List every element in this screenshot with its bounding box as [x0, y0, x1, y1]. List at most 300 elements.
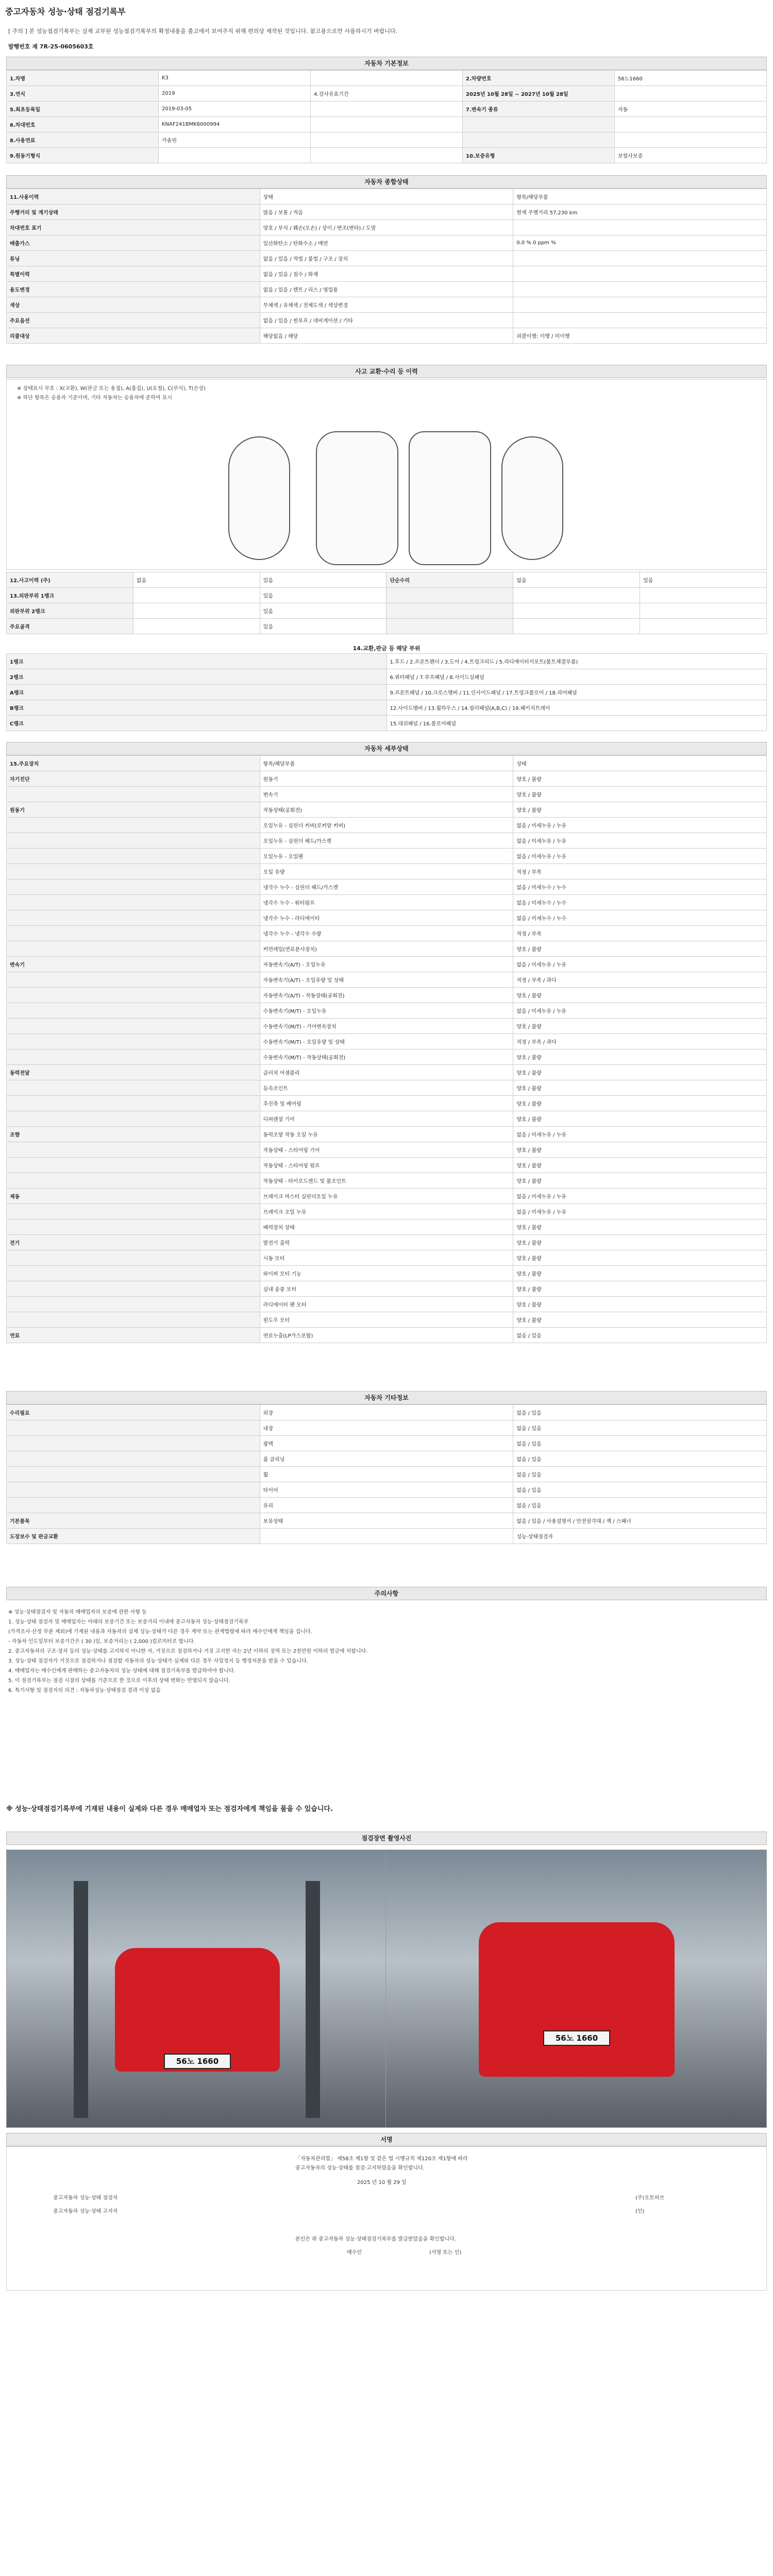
detail-state-cell: 없음 / 미세누유 / 누유 — [513, 1189, 767, 1204]
detail-state-cell: 적정 / 부족 — [513, 926, 767, 941]
detail-state-cell: 없음 / 미세누유 / 누유 — [513, 833, 767, 849]
basic-info-cell — [615, 117, 767, 132]
other-info-cell: 성능·상태점검자 — [513, 1529, 767, 1544]
overall-state-row — [7, 189, 767, 205]
detail-state-cell: 디퍼렌셜 기어 — [260, 1111, 513, 1127]
detail-state-row — [7, 756, 767, 771]
other-info-cell: 내장 — [260, 1420, 513, 1436]
detail-state-cell: 전기 — [7, 1235, 260, 1250]
overall-state-cell: 일산화탄소 / 탄화수소 / 매연 — [260, 235, 513, 251]
accident-cell — [386, 619, 513, 634]
detail-state-cell: 작동상태(공회전) — [260, 802, 513, 818]
license-plate: 56노 1660 — [164, 2054, 231, 2069]
detail-state-cell — [7, 1281, 260, 1297]
overall-state-cell: 튜닝 — [7, 251, 260, 266]
detail-state-cell: 냉각수 누수 - 실린더 헤드/가스켓 — [260, 879, 513, 895]
parts-cell: 15.대쉬패널 / 16.플로어패널 — [386, 716, 767, 731]
basic-info-cell — [463, 132, 615, 148]
basic-info-cell: 보험사보증 — [615, 148, 767, 163]
detail-state-cell: 양호 / 불량 — [513, 1281, 767, 1297]
overall-state-cell: 무채색 / 유채색 / 전체도색 / 색상변경 — [260, 297, 513, 313]
overall-state-row — [7, 235, 767, 251]
detail-state-row — [7, 1219, 767, 1235]
notice-item: 2. 중고자동차의 구조·장치 등의 성능·상태를 고지하지 아니한 자, 거짓으로 점검하거나 거짓 고지한 자는 2년 이하의 징역 또는 2천만원 이하의 벌금에 처합니다. — [8, 1649, 368, 1654]
parts-cell: 1.후드 / 2.프론트펜더 / 3.도어 / 4.트렁크리드 / 5.라디에이터서포트(볼트체결부품) — [386, 654, 767, 669]
detail-state-row — [7, 1096, 767, 1111]
overall-state-cell: 없음 / 있음 / 침수 / 화재 — [260, 266, 513, 282]
accident-cell — [386, 588, 513, 603]
overall-state-cell: 상태 — [260, 189, 513, 205]
detail-state-row — [7, 926, 767, 941]
other-info-cell: 없음 / 있음 — [513, 1420, 767, 1436]
overall-state-table — [6, 189, 767, 344]
detail-state-cell: 동력전달 — [7, 1065, 260, 1080]
other-info-cell — [7, 1451, 260, 1467]
basic-info-cell — [311, 132, 463, 148]
basic-info-cell: 2025년 10월 28일 ~ 2027년 10월 28일 — [463, 86, 615, 101]
other-info-row — [7, 1482, 767, 1498]
detail-state-row — [7, 787, 767, 802]
overall-state-cell: 리콜대상 — [7, 328, 260, 344]
basic-info-cell: 10.보증유형 — [463, 148, 615, 163]
detail-state-cell: 작동상태 - 타이로드엔드 및 볼조인트 — [260, 1173, 513, 1189]
detail-state-cell: 양호 / 불량 — [513, 1142, 767, 1158]
overall-state-row — [7, 313, 767, 328]
detail-state-cell: 연료누출(LP가스포함) — [260, 1328, 513, 1343]
inspection-photo-front — [6, 1850, 388, 2128]
detail-state-row — [7, 1312, 767, 1328]
detail-state-cell: 양호 / 불량 — [513, 787, 767, 802]
accident-cell: 단순수리 — [386, 572, 513, 588]
detail-state-cell — [7, 787, 260, 802]
accident-cell: 있음 — [640, 572, 767, 588]
detail-state-cell: 수동변속기(M/T) - 작동상태(공회전) — [260, 1049, 513, 1065]
car-frame-outline — [409, 431, 491, 565]
other-info-cell: 휠 — [260, 1467, 513, 1482]
inspector-label: 중고자동차 성능·상태 점검자 — [53, 2195, 118, 2201]
basic-info-table — [6, 70, 767, 163]
section-photos: 점검장면 촬영사진 — [6, 1832, 767, 1845]
detail-state-row — [7, 1111, 767, 1127]
detail-state-cell: 상태 — [513, 756, 767, 771]
accident-cell — [640, 588, 767, 603]
detail-state-cell: 항목/해당부품 — [260, 756, 513, 771]
detail-state-cell: 양호 / 불량 — [513, 1111, 767, 1127]
overall-state-cell: 배출가스 — [7, 235, 260, 251]
notice-list — [8, 1607, 765, 1696]
detail-state-cell — [7, 1173, 260, 1189]
detail-state-cell — [7, 941, 260, 957]
basic-info-row — [7, 86, 767, 101]
other-info-row — [7, 1467, 767, 1482]
overall-state-cell — [513, 313, 767, 328]
other-info-cell: 없음 / 있음 — [513, 1436, 767, 1451]
basic-info-cell — [159, 148, 311, 163]
inspection-photo-rear — [385, 1850, 767, 2128]
section-sign: 서명 — [6, 2133, 767, 2146]
detail-state-cell — [7, 1080, 260, 1096]
accident-row — [7, 603, 767, 619]
red-car-image — [479, 1922, 675, 2077]
overall-state-cell: 색상 — [7, 297, 260, 313]
overall-state-cell: 현재 주행거리 57,230 km — [513, 205, 767, 220]
detail-state-cell — [7, 895, 260, 910]
other-info-cell: 도장보수 및 판금교환 — [7, 1529, 260, 1544]
detail-state-row — [7, 1158, 767, 1173]
overall-state-cell: 용도변경 — [7, 282, 260, 297]
section-overall-state: 자동차 종합상태 — [6, 175, 767, 189]
detail-state-cell: 오일누유 - 오일팬 — [260, 849, 513, 864]
overall-state-cell: 없음 / 있음 / 렌트 / 리스 / 영업용 — [260, 282, 513, 297]
parts-row — [7, 700, 767, 716]
detail-state-cell: 없음 / 미세누유 / 누유 — [513, 1204, 767, 1219]
document-number: 발행번호 제 7R-25-0605603호 — [8, 43, 94, 50]
accident-cell: 13.외판부위 1랭크 — [7, 588, 133, 603]
other-info-cell — [7, 1436, 260, 1451]
detail-state-row — [7, 849, 767, 864]
overall-state-row — [7, 266, 767, 282]
basic-info-cell: KNAF241BMK6000994 — [159, 117, 311, 132]
other-info-row — [7, 1513, 767, 1529]
car-left-side-outline — [228, 436, 290, 560]
detail-state-cell — [7, 1312, 260, 1328]
basic-info-cell: 자동 — [615, 101, 767, 117]
detail-state-cell: 냉각수 누수 - 라디에이터 — [260, 910, 513, 926]
accident-cell — [386, 603, 513, 619]
accident-cell: 주요골격 — [7, 619, 133, 634]
page-title: 중고자동차 성능·상태 점검기록부 — [5, 7, 126, 16]
parts-cell: 6.쿼터패널 / 7.루프패널 / 8.사이드실패널 — [386, 669, 767, 685]
detail-state-row — [7, 1250, 767, 1266]
detail-state-cell: 양호 / 불량 — [513, 1250, 767, 1266]
overall-state-cell — [513, 251, 767, 266]
section-other-info: 자동차 기타정보 — [6, 1391, 767, 1404]
detail-state-cell: 양호 / 불량 — [513, 1019, 767, 1034]
detail-state-cell: 적정 / 부족 / 과다 — [513, 972, 767, 988]
detail-state-cell: 추진축 및 베어링 — [260, 1096, 513, 1111]
notice-item: 6. 특기사항 및 점검자의 의견 : 자동차성능·상태점검 결과 이상 없음 — [8, 1688, 161, 1693]
detail-state-cell: 변속기 — [260, 787, 513, 802]
detail-state-cell: 변속기 — [7, 957, 260, 972]
notice-warning: ※ 성능·상태점검기록부에 기재된 내용이 실제와 다른 경우 매매업자 또는 점검자에게 책임을 물을 수 있습니다. — [6, 1805, 333, 1813]
detail-state-cell: 15.주요장치 — [7, 756, 260, 771]
section-accident-history: 사고 교환·수리 등 이력 — [6, 365, 767, 378]
overall-state-cell — [513, 266, 767, 282]
detail-state-cell: 와이퍼 모터 기능 — [260, 1266, 513, 1281]
basic-info-cell: 7.변속기 종류 — [463, 101, 615, 117]
basic-info-cell: 1.차명 — [7, 71, 159, 86]
basic-info-cell — [311, 71, 463, 86]
detail-state-cell — [7, 1297, 260, 1312]
detail-state-cell: 시동 모터 — [260, 1250, 513, 1266]
detail-state-row — [7, 802, 767, 818]
other-info-cell: 없음 / 있음 — [513, 1498, 767, 1513]
accident-table — [6, 572, 767, 634]
other-info-row — [7, 1529, 767, 1544]
accident-row — [7, 619, 767, 634]
detail-state-cell — [7, 1111, 260, 1127]
basic-info-row — [7, 71, 767, 86]
detail-state-cell — [7, 1158, 260, 1173]
overall-state-cell: 주행거리 및 계기상태 — [7, 205, 260, 220]
detail-state-cell: 제동 — [7, 1189, 260, 1204]
other-info-cell — [7, 1498, 260, 1513]
detail-state-cell: 수동변속기(M/T) - 오일누유 — [260, 1003, 513, 1019]
basic-info-cell — [311, 117, 463, 132]
accident-cell: 있음 — [260, 603, 386, 619]
accident-cell: 외판부위 2랭크 — [7, 603, 133, 619]
detail-state-row — [7, 771, 767, 787]
parts-row — [7, 716, 767, 731]
detail-state-row — [7, 1189, 767, 1204]
detail-state-row — [7, 1297, 767, 1312]
other-info-row — [7, 1420, 767, 1436]
basic-info-cell: 가솔린 — [159, 132, 311, 148]
accident-cell: 있음 — [260, 588, 386, 603]
accident-cell — [133, 603, 260, 619]
overall-state-cell — [513, 282, 767, 297]
detail-state-cell — [7, 1204, 260, 1219]
diagram-legend: ※ 상태표시 부호 : X(교환), W(판금 또는 용접), A(흠집), U(요철), C(부식), T(손상) — [17, 386, 206, 392]
basic-info-row — [7, 101, 767, 117]
overall-state-cell: 리콜이행: 이행 / 미이행 — [513, 328, 767, 344]
detail-state-cell: 자동변속기(A/T) - 작동상태(공회전) — [260, 988, 513, 1003]
buyer-label: 매수인 — [347, 2250, 362, 2256]
detail-state-cell: 없음 / 미세누유 / 누유 — [513, 849, 767, 864]
detail-state-cell: 양호 / 불량 — [513, 1266, 767, 1281]
detail-state-cell — [7, 1049, 260, 1065]
other-info-cell: 수리필요 — [7, 1405, 260, 1420]
notice-item: (가격조사·산정 부분 제외)에 기재된 내용과 자동차의 실제 성능·상태가 다른 경우 계약 또는 관계법령에 따라 매수인에게 책임을 집니다. — [8, 1629, 312, 1635]
detail-state-row — [7, 1049, 767, 1065]
accident-cell: 없음 — [513, 572, 640, 588]
detail-state-cell: 없음 / 미세누수 / 누수 — [513, 895, 767, 910]
detail-state-cell: 작동상태 - 스티어링 기어 — [260, 1142, 513, 1158]
detail-state-cell: 오일누유 - 실린더 헤드/가스켓 — [260, 833, 513, 849]
parts-table — [6, 653, 767, 731]
overall-state-cell: 주요옵션 — [7, 313, 260, 328]
detail-state-cell: 양호 / 불량 — [513, 802, 767, 818]
basic-info-cell: 56노1660 — [615, 71, 767, 86]
notice-item: ※ 성능·상태점검자 및 자동차 매매업자의 보증에 관한 사항 등 — [8, 1609, 147, 1615]
detail-state-cell: 양호 / 불량 — [513, 1173, 767, 1189]
signature-area — [6, 2146, 767, 2291]
basic-info-cell: K3 — [159, 71, 311, 86]
parts-row — [7, 654, 767, 669]
basic-info-cell — [311, 101, 463, 117]
accident-cell: 12.사고이력 (주) — [7, 572, 133, 588]
other-info-table — [6, 1404, 767, 1544]
notice-item: 3. 성능·상태 점검자가 거짓으로 점검하거나 점검할 자동차의 성능·상태가 실제와 다른 경우 사업정지 등 행정처분을 받을 수 있습니다. — [8, 1658, 308, 1664]
overall-state-cell: 11.사용이력 — [7, 189, 260, 205]
other-info-row — [7, 1498, 767, 1513]
overall-state-cell: 없음 / 있음 / 썬루프 / 네비게이션 / 기타 — [260, 313, 513, 328]
detail-state-cell: 배력장치 상태 — [260, 1219, 513, 1235]
detail-state-row — [7, 1173, 767, 1189]
detail-state-cell — [7, 926, 260, 941]
dealer-name: (인) — [635, 2209, 645, 2214]
accident-cell: 있음 — [260, 619, 386, 634]
detail-state-cell: 적정 / 부족 / 과다 — [513, 1034, 767, 1049]
overall-state-cell: 특별이력 — [7, 266, 260, 282]
notice-item: - 자동차 인도일부터 보증기간은 ( 30 )일, 보증거리는 ( 2,000 )킬로미터로 합니다. — [8, 1639, 195, 1645]
detail-state-row — [7, 1204, 767, 1219]
detail-state-cell — [7, 849, 260, 864]
detail-state-cell — [7, 972, 260, 988]
detail-state-cell: 없음 / 있음 — [513, 1328, 767, 1343]
basic-info-cell — [615, 132, 767, 148]
basic-info-cell: 4.검사유효기간 — [311, 86, 463, 101]
other-info-cell: 룸 클리닝 — [260, 1451, 513, 1467]
accident-cell — [133, 619, 260, 634]
notice-item: 5. 이 점검기록부는 점검 시점의 상태를 기준으로 한 것으로 이후의 상태 변화는 반영되지 않습니다. — [8, 1678, 230, 1684]
notice-text: [ 주의 ] 본 성능점검기록부는 실제 교부된 성능점검기록부의 확정내용을 출고에서 보여주지 위해 편의상 제작된 것입니다. 참고용으로만 사용하시기 바랍니다. — [8, 28, 398, 35]
detail-state-cell: 양호 / 불량 — [513, 1312, 767, 1328]
basic-info-row — [7, 148, 767, 163]
notice-item: 4. 매매업자는 매수인에게 판매하는 중고자동차의 성능·상태에 대해 점검기록부를 발급하여야 합니다. — [8, 1668, 236, 1674]
other-info-row — [7, 1436, 767, 1451]
diagram-legend-note: ※ 하단 항목은 승용차 기준이며, 기타 자동차는 승용차에 준하여 표시 — [17, 395, 172, 401]
detail-state-row — [7, 818, 767, 833]
other-info-cell — [7, 1482, 260, 1498]
buyer-confirm: 본인은 위 중고자동차 성능·상태점검기록부를 발급받았음을 확인합니다. — [295, 2236, 457, 2242]
lift-post-icon — [306, 1881, 320, 2118]
detail-state-table — [6, 755, 767, 1343]
detail-state-cell: 없음 / 미세누수 / 누수 — [513, 910, 767, 926]
detail-state-cell: 적정 / 부족 — [513, 864, 767, 879]
parts-cell: A랭크 — [7, 685, 387, 700]
accident-cell — [640, 619, 767, 634]
overall-state-row — [7, 328, 767, 344]
section-basic-info: 자동차 기본정보 — [6, 57, 767, 70]
detail-state-cell — [7, 1096, 260, 1111]
detail-state-cell: 실내 송풍 모터 — [260, 1281, 513, 1297]
parts-cell: 9.프론트패널 / 10.크로스멤버 / 11.인사이드패널 / 17.트렁크플로어 / 18.리어패널 — [386, 685, 767, 700]
other-info-cell: 없음 / 있음 — [513, 1482, 767, 1498]
detail-state-cell: 없음 / 미세누수 / 누수 — [513, 879, 767, 895]
section-notice: 주의사항 — [6, 1587, 767, 1600]
detail-state-cell: 없음 / 미세누유 / 누유 — [513, 957, 767, 972]
basic-info-cell: 2019-03-05 — [159, 101, 311, 117]
other-info-cell: 없음 / 있음 — [513, 1467, 767, 1482]
other-info-cell — [7, 1467, 260, 1482]
detail-state-cell: 없음 / 미세누유 / 누유 — [513, 818, 767, 833]
other-info-cell: 광택 — [260, 1436, 513, 1451]
detail-state-cell: 브레이크 오일 누유 — [260, 1204, 513, 1219]
basic-info-cell: 5.최초등록일 — [7, 101, 159, 117]
detail-state-cell: 수동변속기(M/T) - 오일유량 및 상태 — [260, 1034, 513, 1049]
overall-state-row — [7, 251, 767, 266]
section-detail-state: 자동차 세부상태 — [6, 742, 767, 755]
detail-state-cell: 브레이크 마스터 실린더오일 누유 — [260, 1189, 513, 1204]
detail-state-cell: 양호 / 불량 — [513, 1049, 767, 1065]
basic-info-cell: 9.원동기형식 — [7, 148, 159, 163]
detail-state-row — [7, 1266, 767, 1281]
detail-state-cell: 등속조인트 — [260, 1080, 513, 1096]
basic-info-cell: 2019 — [159, 86, 311, 101]
detail-state-row — [7, 895, 767, 910]
detail-state-cell: 양호 / 불량 — [513, 1297, 767, 1312]
detail-state-cell — [7, 1034, 260, 1049]
detail-state-cell: 양호 / 불량 — [513, 1235, 767, 1250]
accident-cell — [513, 588, 640, 603]
detail-state-row — [7, 864, 767, 879]
detail-state-cell: 양호 / 불량 — [513, 1219, 767, 1235]
other-info-cell: 보유상태 — [260, 1513, 513, 1529]
accident-cell — [513, 603, 640, 619]
basic-info-cell: 3.연식 — [7, 86, 159, 101]
detail-state-cell — [7, 1142, 260, 1158]
car-top-outline — [316, 431, 398, 565]
other-info-cell — [7, 1420, 260, 1436]
basic-info-cell — [615, 86, 767, 101]
other-info-cell — [260, 1529, 513, 1544]
accident-cell — [513, 619, 640, 634]
basic-info-cell: 6.차대번호 — [7, 117, 159, 132]
detail-state-cell: 오일누유 - 실린더 커버(로커암 커버) — [260, 818, 513, 833]
car-diagram — [6, 379, 767, 570]
detail-state-cell — [7, 1266, 260, 1281]
detail-state-cell: 클러치 어셈블리 — [260, 1065, 513, 1080]
detail-state-cell — [7, 818, 260, 833]
accident-row — [7, 572, 767, 588]
detail-state-row — [7, 1080, 767, 1096]
other-info-cell: 없음 / 있음 / 사용설명서 / 안전삼각대 / 잭 / 스패너 — [513, 1513, 767, 1529]
basic-info-cell: 8.사용연료 — [7, 132, 159, 148]
detail-state-cell: 오일 유량 — [260, 864, 513, 879]
other-info-cell: 타이어 — [260, 1482, 513, 1498]
basic-info-row — [7, 132, 767, 148]
detail-state-row — [7, 1235, 767, 1250]
detail-state-row — [7, 910, 767, 926]
other-info-cell: 기본품목 — [7, 1513, 260, 1529]
detail-state-cell: 동력조향 작동 오일 누유 — [260, 1127, 513, 1142]
detail-state-row — [7, 941, 767, 957]
detail-state-cell: 양호 / 불량 — [513, 1080, 767, 1096]
detail-state-cell — [7, 879, 260, 895]
detail-state-row — [7, 988, 767, 1003]
detail-state-row — [7, 879, 767, 895]
detail-state-cell: 양호 / 불량 — [513, 988, 767, 1003]
sign-statement-1: 「자동차관리법」 제58조 제1항 및 같은 법 시행규칙 제120조 제1항에 따라 — [295, 2156, 468, 2162]
other-info-cell: 외장 — [260, 1405, 513, 1420]
sign-statement-2: 중고자동차의 성능·상태를 점검·고지하였음을 확인합니다. — [295, 2165, 425, 2171]
detail-state-cell: 냉각수 누수 - 워터펌프 — [260, 895, 513, 910]
detail-state-cell: 양호 / 불량 — [513, 771, 767, 787]
overall-state-cell — [513, 220, 767, 235]
accident-cell: 있음 — [260, 572, 386, 588]
red-car-image — [115, 1948, 280, 2072]
buyer-sign: (서명 또는 인) — [429, 2250, 462, 2256]
detail-state-cell: 자기진단 — [7, 771, 260, 787]
parts-cell: 1랭크 — [7, 654, 387, 669]
detail-state-cell — [7, 1003, 260, 1019]
detail-state-cell — [7, 833, 260, 849]
detail-state-cell: 없음 / 미세누유 / 누유 — [513, 1127, 767, 1142]
detail-state-row — [7, 1328, 767, 1343]
detail-state-cell: 없음 / 미세누유 / 누유 — [513, 1003, 767, 1019]
detail-state-row — [7, 972, 767, 988]
other-info-row — [7, 1405, 767, 1420]
detail-state-cell: 원동기 — [260, 771, 513, 787]
overall-state-cell: 차대번호 표기 — [7, 220, 260, 235]
overall-state-cell: 항목/해당부품 — [513, 189, 767, 205]
detail-state-cell: 커먼레일(연료분사장치) — [260, 941, 513, 957]
accident-cell: 없음 — [133, 572, 260, 588]
notice-item: 1. 성능·상태 점검자 및 매매업자는 아래의 보증기간 또는 보증거리 이내에 중고자동차 성능·상태점검기록부 — [8, 1619, 249, 1625]
accident-row — [7, 588, 767, 603]
detail-state-row — [7, 957, 767, 972]
